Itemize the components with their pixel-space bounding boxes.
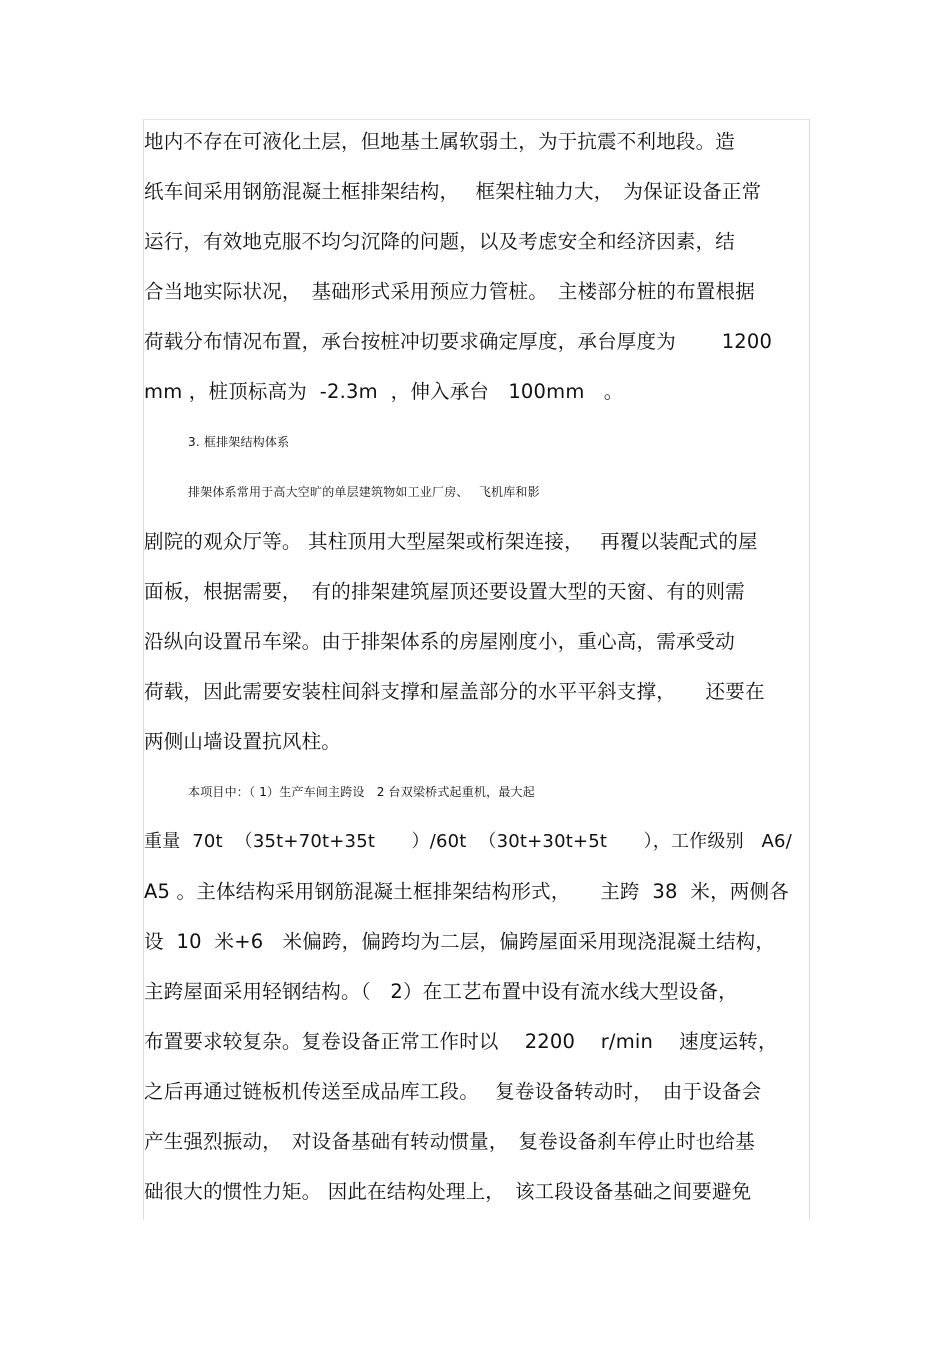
text-line: 合当地实际状况， 基础形式采用预应力管桩。 主楼部分桩的布置根据 — [144, 280, 755, 303]
text-line: 布置要求较复杂。复卷设备正常工作时以 2200 r/min 速度运转， — [144, 1030, 778, 1053]
text-line: 产生强烈振动， 对设备基础有转动惯量， 复卷设备刹车停止时也给基 — [144, 1130, 755, 1153]
section-heading: 3. 框排架结构体系 — [188, 435, 290, 449]
text-line: 荷载，因此需要安装柱间斜支撑和屋盖部分的水平平斜支撑， 还要在 — [144, 680, 765, 703]
text-line: mm ，桩顶标高为 -2.3m ，伸入承台 100mm 。 — [144, 380, 624, 403]
text-line: 重量 70t （35t+70t+35t ）/60t （30t+30t+5t ），工作级别 A6/ — [144, 831, 792, 852]
text-line: 面板，根据需要， 有的排架建筑屋顶还要设置大型的天窗、有的则需 — [144, 580, 745, 603]
text-line: 本项目中：（ 1）生产车间主跨设 2 台双梁桥式起重机，最大起 — [188, 785, 535, 799]
text-line: 荷载分布情况布置，承台按桩冲切要求确定厚度，承台厚度为 1200 — [144, 330, 773, 353]
text-line: A5 。主体结构采用钢筋混凝土框排架结构形式， 主跨 38 米，两侧各 — [144, 880, 789, 903]
text-line: 地内不存在可液化土层，但地基土属软弱土，为于抗震不利地段。造 — [144, 130, 736, 153]
text-line: 剧院的观众厅等。 其柱顶用大型屋架或桁架连接， 再覆以装配式的屋 — [144, 530, 758, 553]
text-line: 两侧山墙设置抗风柱。 — [144, 730, 342, 753]
text-line: 础很大的惯性力矩。 因此在结构处理上， 该工段设备基础之间要避免 — [144, 1180, 752, 1203]
text-line: 排架体系常用于高大空旷的单层建筑物如工业厂房、 飞机库和影 — [188, 485, 540, 499]
text-line: 沿纵向设置吊车梁。由于排架体系的房屋刚度小，重心高，需承受动 — [144, 630, 736, 653]
text-line: 之后再通过链板机传送至成品库工段。 复卷设备转动时， 由于设备会 — [144, 1080, 762, 1103]
text-line: 运行，有效地克服不均匀沉降的问题，以及考虑安全和经济因素，结 — [144, 230, 736, 253]
text-line: 设 10 米+6 米偏跨，偏跨均为二层，偏跨屋面采用现浇混凝土结构， — [144, 930, 776, 953]
text-line: 纸车间采用钢筋混凝土框排架结构， 框架柱轴力大， 为保证设备正常 — [144, 180, 762, 203]
text-line: 主跨屋面采用轻钢结构。（ 2）在工艺布置中设有流水线大型设备， — [144, 980, 738, 1003]
